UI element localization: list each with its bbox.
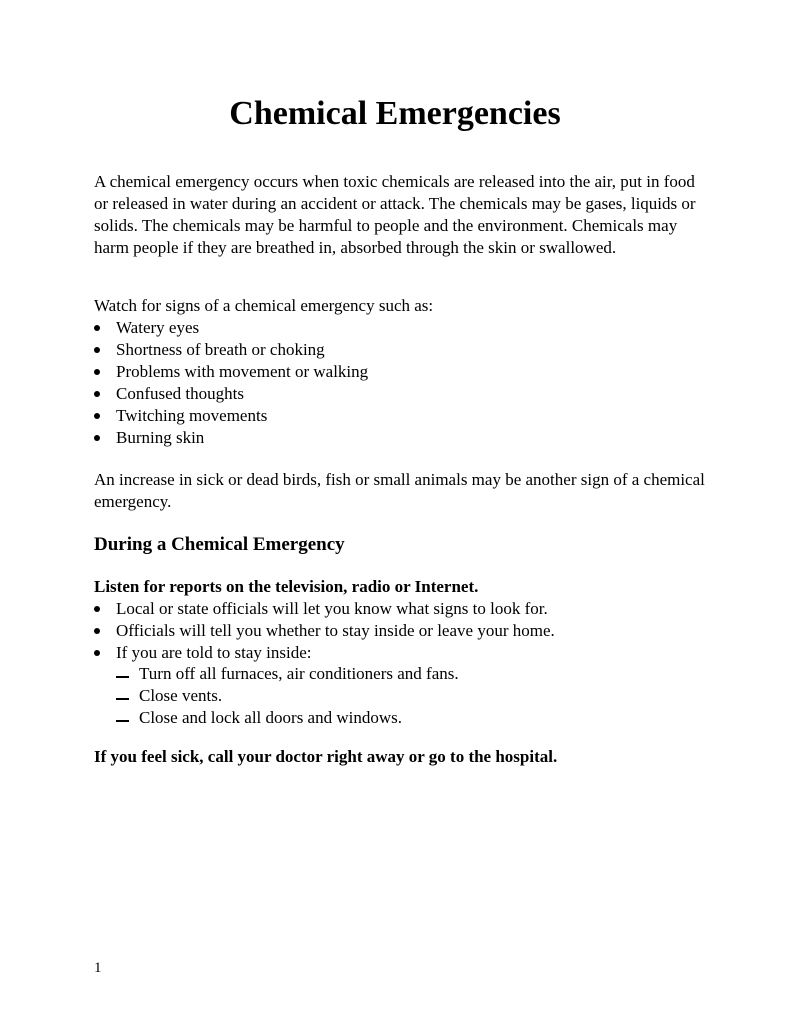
- list-item: [94, 642, 555, 664]
- list-item: [94, 339, 368, 361]
- bullet-icon: [94, 606, 100, 612]
- officials-list: [94, 598, 555, 664]
- bullet-icon: [94, 435, 100, 441]
- list-item-text: Shortness of breath or choking: [116, 340, 325, 359]
- list-item-text: Burning skin: [116, 428, 205, 447]
- bullet-icon: [94, 628, 100, 634]
- dash-icon: [116, 698, 129, 700]
- list-item: [94, 317, 368, 339]
- dash-icon: [116, 720, 129, 722]
- animals-note-paragraph: An increase in sick or dead birds, fish or small animals may be another sign of a chemical emergency.: [94, 470, 705, 511]
- signs-lead-text: Watch for signs of a chemical emergency such as:: [94, 296, 434, 315]
- closing-advice: If you feel sick, call your doctor right away or go to the hospital.: [94, 747, 558, 766]
- bullet-icon: [94, 650, 100, 656]
- dash-icon: [116, 676, 129, 678]
- list-item: [116, 685, 459, 707]
- list-item-text: Twitching movements: [116, 406, 268, 425]
- bullet-icon: [94, 325, 100, 331]
- list-item-text: Close and lock all doors and windows.: [139, 708, 402, 727]
- list-item-text: Local or state officials will let you know what signs to look for.: [116, 599, 548, 618]
- list-item-text: If you are told to stay inside:: [116, 643, 312, 662]
- signs-list: [94, 317, 368, 449]
- page-title: Chemical Emergencies: [229, 95, 561, 132]
- intro-paragraph: A chemical emergency occurs when toxic chemicals are released into the air, put in food or released in water during an accident or attack. The chemicals may be gases, liquids or solids. The chemicals may be harmful to people and the environment. Chemicals may harm people if they are breathed in, absorbed through the skin or swallowed.: [94, 172, 696, 257]
- page-number: 1: [94, 960, 102, 976]
- list-item-text: Watery eyes: [116, 318, 200, 337]
- stay-inside-steps-list: [116, 663, 459, 729]
- list-item: [116, 663, 459, 685]
- bullet-icon: [94, 413, 100, 419]
- bullet-icon: [94, 391, 100, 397]
- list-item: [94, 361, 368, 383]
- list-item-text: Turn off all furnaces, air conditioners and fans.: [139, 664, 459, 683]
- list-item: [94, 383, 368, 405]
- list-item-text: Close vents.: [139, 686, 223, 705]
- listen-lead-text: Listen for reports on the television, radio or Internet.: [94, 577, 479, 596]
- bullet-icon: [94, 369, 100, 375]
- list-item: [94, 598, 555, 620]
- list-item: [94, 405, 368, 427]
- list-item: [94, 620, 555, 642]
- section-heading: During a Chemical Emergency: [94, 534, 345, 555]
- list-item-text: Problems with movement or walking: [116, 362, 369, 381]
- bullet-icon: [94, 347, 100, 353]
- list-item: [116, 707, 459, 729]
- list-item-text: Confused thoughts: [116, 384, 244, 403]
- list-item: [94, 427, 368, 449]
- list-item-text: Officials will tell you whether to stay inside or leave your home.: [116, 621, 555, 640]
